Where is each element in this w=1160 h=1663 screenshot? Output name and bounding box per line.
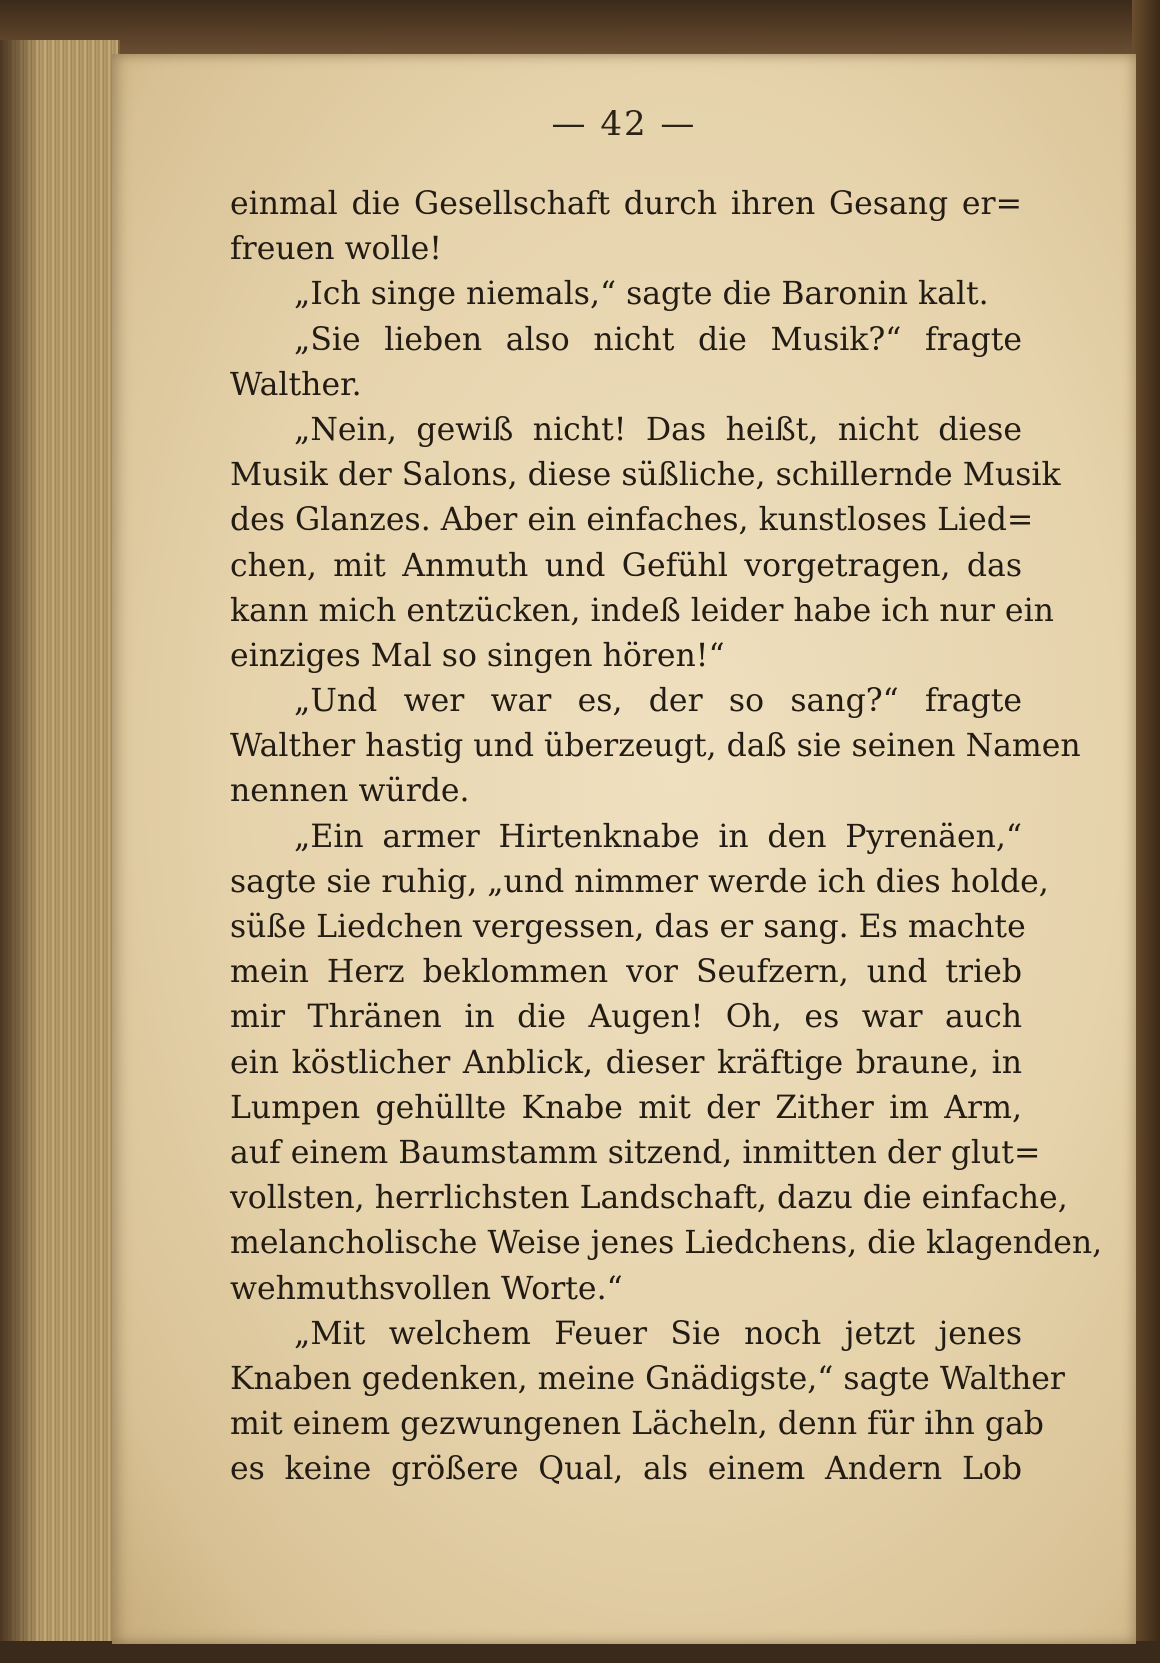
text-line: melancholische Weise jenes Liedchens, die klagenden, [230,1225,1103,1262]
text-line: chen, mit Anmuth und Gefühl vorgetragen, das [230,547,1022,584]
text-line: es keine größere Qual, als einem Andern Lob [230,1451,1022,1488]
text-line: kann mich entzücken, indeß leider habe ich nur ein [230,592,1054,629]
book-cover-right [1132,0,1160,1663]
text-line: wehmuthsvollen Worte.“ [230,1270,623,1307]
text-line: nennen würde. [230,773,470,810]
text-line: „Ein armer Hirtenknabe in den Pyrenäen,“ [294,818,1022,855]
text-line: „Sie lieben also nicht die Musik?“ fragte [294,321,1022,358]
text-line: Walther. [230,366,362,403]
text-line: „Und wer war es, der so sang?“ fragte [294,683,1022,720]
text-line: Musik der Salons, diese süßliche, schillernde Musik [230,457,1061,494]
page-number: — 42 — [551,104,697,144]
spine-shadow [0,40,40,1650]
body-text [230,182,1103,1492]
text-line: einmal die Gesellschaft durch ihren Gesang er= [230,186,1022,222]
text-line: sagte sie ruhig, „und nimmer werde ich dies holde, [230,863,1049,900]
text-line: „Mit welchem Feuer Sie noch jetzt jenes [294,1315,1022,1352]
book-cover-bottom [0,1641,1160,1663]
text-line: mit einem gezwungenen Lächeln, denn für ihn gab [230,1406,1044,1443]
text-line: süße Liedchen vergessen, das er sang. Es machte [230,909,1026,945]
text-line: freuen wolle! [230,231,442,268]
text-line: auf einem Baumstamm sitzend, inmitten der glut= [230,1134,1041,1171]
text-line: „Ich singe niemals,“ sagte die Baronin kalt. [294,276,989,313]
book-page [112,54,1136,1644]
text-line: mein Herz beklommen vor Seufzern, und trieb [230,954,1022,991]
text-line: Walther hastig und überzeugt, daß sie seinen Namen [230,728,1081,765]
text-line: des Glanzes. Aber ein einfaches, kunstloses Lied= [230,502,1034,539]
book-cover-top [0,0,1160,60]
text-line: „Nein, gewiß nicht! Das heißt, nicht diese [294,411,1022,448]
text-line: ein köstlicher Anblick, dieser kräftige braune, in [230,1044,1022,1081]
text-line: vollsten, herrlichsten Landschaft, dazu die einfache, [230,1180,1068,1217]
text-line: mir Thränen in die Augen! Oh, es war auch [230,999,1022,1036]
text-line: Knaben gedenken, meine Gnädigste,“ sagte Walther [230,1360,1065,1397]
text-line: Lumpen gehüllte Knabe mit der Zither im Arm, [230,1089,1022,1126]
text-line: einziges Mal so singen hören!“ [230,637,725,674]
